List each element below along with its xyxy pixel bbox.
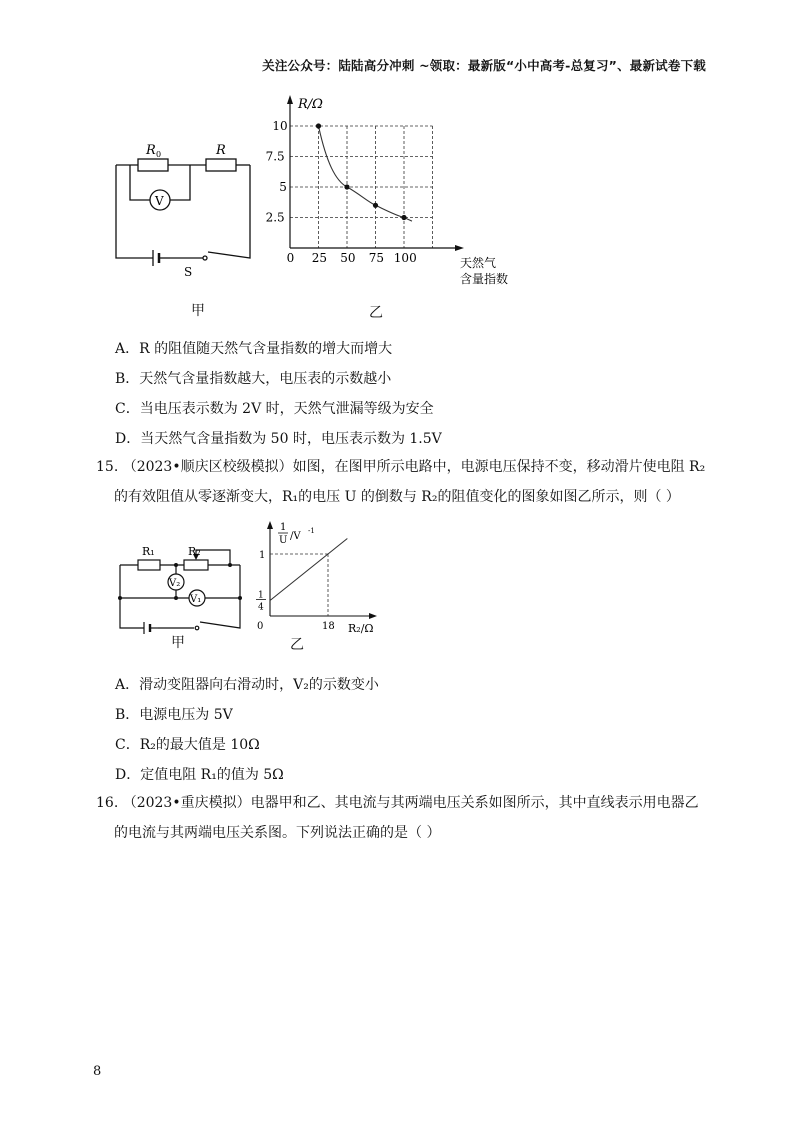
label-v1: V₁ — [190, 594, 202, 605]
x-axis-label-2: 含量指数 — [460, 272, 509, 286]
data-point — [373, 203, 378, 208]
x-tick-label: 50 — [340, 251, 356, 265]
data-point — [401, 215, 406, 220]
label-r1: R₁ — [142, 545, 155, 558]
y-label-denominator: U — [279, 535, 288, 546]
q14-option-c: C．当电压表示数为 2V 时，天然气泄漏等级为安全 — [115, 401, 434, 417]
circuit-diagram-q14 — [108, 140, 258, 280]
x-tick-label: 0 — [257, 621, 264, 632]
label-voltmeter: V — [155, 194, 164, 208]
x-tick-label: 25 — [311, 251, 327, 265]
q15-option-b: B．电源电压为 5V — [115, 707, 233, 723]
label-r2: R₂ — [188, 545, 201, 558]
label-switch: S — [184, 265, 193, 279]
y-tick-label: 1 — [259, 550, 266, 561]
resistor-r1 — [138, 560, 160, 570]
q15-option-d: D．定值电阻 R₁的值为 5Ω — [115, 767, 284, 783]
label-r0-sub: 0 — [156, 150, 162, 159]
question-15 — [96, 452, 716, 512]
q14-option-a: A．R 的阻值随天然气含量指数的增大而增大 — [115, 341, 393, 357]
q15-line-1: 15. （2023•顺庆区校级模拟）如图，在图甲所示电路中，电源电压保持不变，移动滑片使电阻 R₂ — [96, 459, 706, 475]
circuit-diagram-q15 — [112, 540, 252, 640]
page-number: 8 — [93, 1064, 102, 1079]
q15-option-a: A．滑动变阻器向右滑动时，V₂的示数变小 — [115, 677, 379, 693]
resistor-r0 — [138, 159, 168, 171]
q16-line-1: 16. （2023•重庆模拟）电器甲和乙、其电流与其两端电压关系如图所示，其中直线表示用电器乙 — [96, 795, 699, 811]
data-point — [316, 123, 321, 128]
x-tick-label: 0 — [286, 251, 295, 265]
resistor-r — [206, 159, 236, 171]
resistance-curve — [319, 126, 412, 221]
data-point — [344, 184, 349, 189]
x-tick-label: 75 — [368, 251, 384, 265]
chart-inverse-voltage-vs-r2 — [254, 516, 384, 636]
caption-jia-q14: 甲 — [191, 303, 205, 319]
y-tick-label: 10 — [272, 119, 288, 133]
rheostat-r2 — [184, 560, 208, 570]
y-tick-label: 5 — [279, 180, 287, 194]
y-tick-label: 2.5 — [265, 210, 285, 225]
page-header: 关注公众号：陆陆高分冲刺 ~领取：最新版“小中高考-总复习”、最新试卷下载 — [262, 58, 706, 73]
caption-yi-q15: 乙 — [290, 637, 304, 653]
q14-option-b: B．天然气含量指数越大，电压表的示数越小 — [115, 371, 392, 387]
y-tick-fraction-num: 1 — [258, 590, 264, 601]
caption-jia-q15: 甲 — [171, 635, 185, 651]
caption-yi-q14: 乙 — [369, 305, 383, 321]
inverse-voltage-line — [270, 539, 347, 601]
label-r: R — [216, 143, 226, 158]
question-16 — [96, 788, 716, 848]
q16-line-2: 的电流与其两端电压关系图。下列说法正确的是（ ） — [114, 825, 441, 841]
x-tick-label: 18 — [322, 621, 335, 632]
q15-line-2: 的有效阻值从零逐渐变大，R₁的电压 U 的倒数与 R₂的阻值变化的图象如图乙所示，则（ ） — [114, 489, 680, 505]
label-v2: V₂ — [169, 578, 181, 589]
y-axis-label: R/Ω — [298, 97, 323, 112]
y-label-numerator: 1 — [280, 522, 287, 533]
x-axis-label-1: 天然气 — [460, 256, 497, 270]
y-label-exponent: -1 — [308, 527, 315, 535]
q14-option-d: D．当天然气含量指数为 50 时，电压表示数为 1.5V — [115, 431, 442, 447]
label-r0: R — [146, 143, 156, 158]
y-tick-fraction-den: 4 — [258, 602, 264, 613]
x-tick-label: 100 — [393, 251, 417, 265]
q15-option-c: C．R₂的最大值是 10Ω — [115, 737, 260, 753]
chart-resistance-vs-gas — [265, 90, 528, 295]
y-tick-label: 7.5 — [265, 149, 285, 164]
y-label-unit: /V — [290, 531, 301, 542]
x-axis-label-q15: R₂/Ω — [348, 622, 374, 635]
